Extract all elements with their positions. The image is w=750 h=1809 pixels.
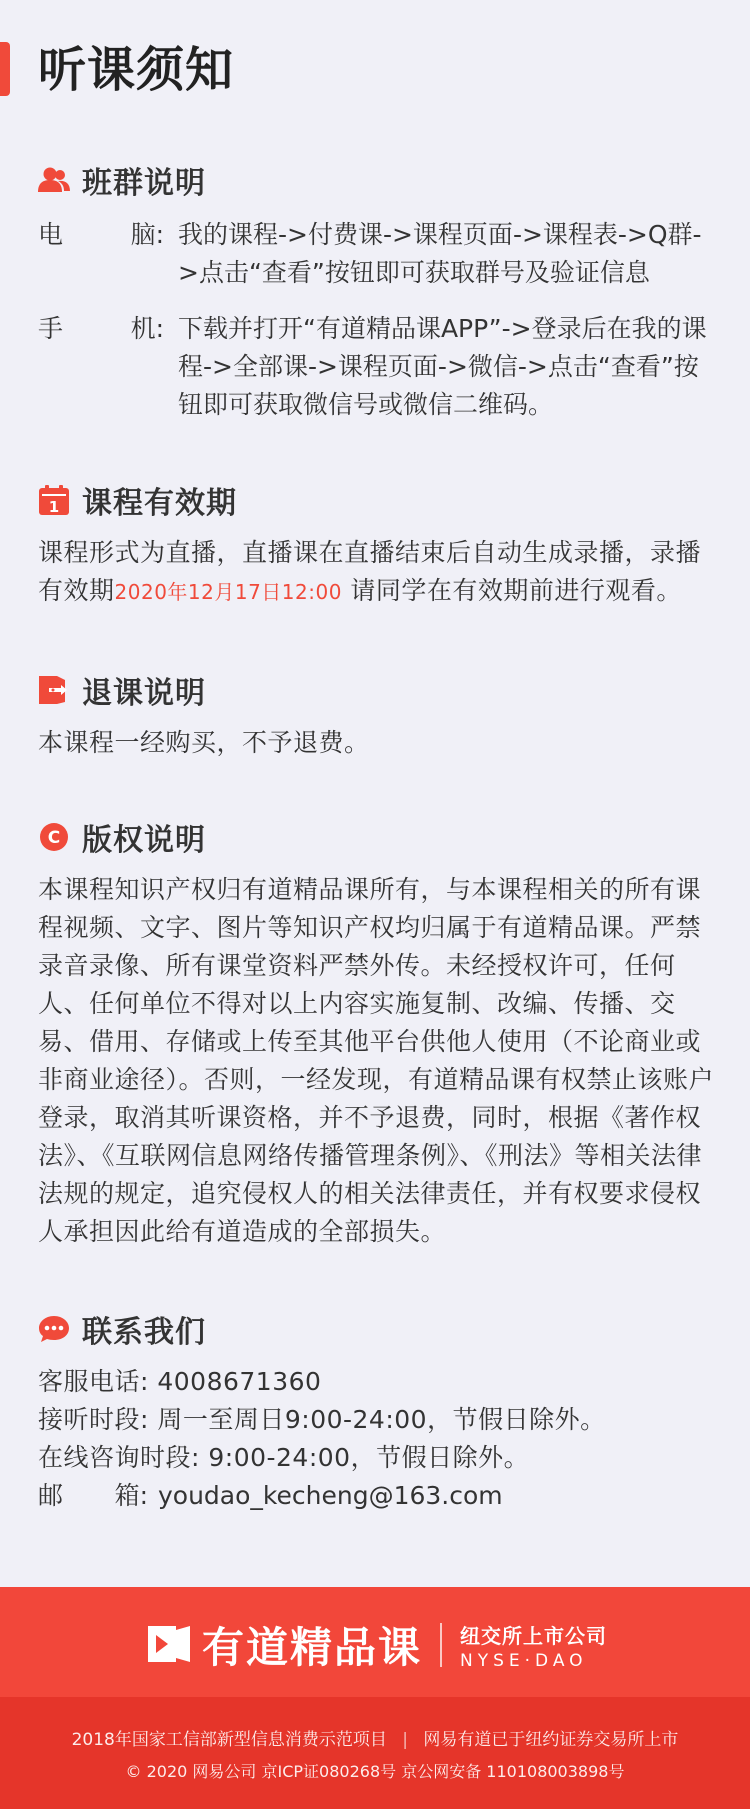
section-refund: [38, 668, 718, 762]
contact-phone: 客服电话: 4008671360: [38, 1367, 322, 1396]
page-title: 听课须知: [38, 42, 235, 98]
svg-text:C: C: [47, 828, 61, 848]
nyse-ticker: NYSE·DAO: [460, 1650, 588, 1671]
section-header: [38, 478, 718, 522]
footer-copyright: © 2020 网易公司 京ICP证080268号 京公网安备 110108003898号: [125, 1762, 625, 1781]
brand-logo: [146, 1615, 607, 1675]
mobile-label: 手 机:: [38, 314, 164, 343]
validity-text: 课程形式为直播，直播课在直播结束后自动生成录播，录播有效期2020年12月17日12:00 请同学在有效期前进行观看。: [38, 538, 702, 605]
footer-brand-banner: [0, 1587, 750, 1697]
section-title: 课程有效期: [82, 486, 237, 521]
section-header: [38, 1307, 718, 1351]
contact-online-hours: 在线咨询时段: 9:00-24:00，节假日除外。: [38, 1443, 530, 1472]
section-header: [38, 668, 718, 712]
brand-name: 有道精品课: [202, 1623, 423, 1672]
footer-project-text: 2018年国家工信部新型信息消费示范项目: [71, 1730, 387, 1750]
contact-email[interactable]: youdao_kecheng@163.com: [158, 1481, 503, 1510]
contact-email-row: [38, 1477, 718, 1515]
section-contact: [38, 1307, 718, 1515]
calendar-icon: [38, 484, 70, 516]
expiry-date: 2020年12月17日12:00: [114, 580, 342, 604]
section-header: [38, 815, 718, 859]
svg-text:1: 1: [48, 498, 60, 515]
section-title: 退课说明: [82, 676, 206, 711]
listing-text: 纽交所上市公司: [460, 1623, 608, 1648]
listing-info: [460, 1620, 607, 1671]
section-header: [38, 158, 718, 202]
contact-hours: 接听时段: 周一至周日9:00-24:00，节假日除外。: [38, 1405, 606, 1434]
footer-line-1: [0, 1725, 750, 1750]
brand-divider: [440, 1623, 442, 1667]
copyright-icon: [38, 821, 70, 853]
section-validity: [38, 478, 718, 611]
copyright-text: 本课程知识产权归有道精品课所有，与本课程相关的所有课程视频、文字、图片等知识产权均归属于有道精品课。严禁录音录像、所有课堂资料严禁外传。未经授权许可，任何人、任何单位不得对以上内容实施复制、改编、传播、交易、借用、存储或上传至其他平台供他人使用（不论商业或非商业途径）。否则，一经发现，有道精品课有权禁止该账户登录，取消其听课资格，并不予退费，同时，根据《著作权法》、《互联网信息网络传播管理条例》、《刑法》等相关法律法规的规定，追究侵权人的相关法律责任，并有权要求侵权人承担因此给有道造成的全部损失。: [38, 875, 715, 1246]
pc-label: 电 脑:: [38, 220, 164, 249]
chat-bubble-icon: [38, 1313, 70, 1345]
pc-instruction: [38, 216, 718, 292]
section-title: 版权说明: [82, 823, 206, 858]
section-title: 班群说明: [82, 166, 206, 201]
refund-text: 本课程一经购买，不予退费。: [38, 728, 370, 757]
pc-text: 我的课程->付费课->课程页面->课程表->Q群->点击“查看”按钮即可获取群号及验证信息: [178, 220, 702, 287]
title-accent-bar: [0, 42, 10, 96]
mobile-text: 下载并打开“有道精品课APP”->登录后在我的课程->全部课->课程页面->微信->点击“查看”按钮即可获取微信号或微信二维码。: [178, 314, 707, 419]
exit-door-icon: [38, 674, 70, 706]
mobile-instruction: [38, 310, 718, 424]
footer-info: [0, 1697, 750, 1809]
footer-listing-text: 网易有道已于纽约证券交易所上市: [423, 1730, 679, 1750]
footer-divider: |: [402, 1730, 408, 1750]
email-label: 邮 箱:: [38, 1481, 148, 1510]
page-header: [0, 38, 750, 102]
users-icon: [38, 164, 70, 196]
section-title: 联系我们: [82, 1315, 206, 1350]
youdao-play-logo-icon: [146, 1620, 192, 1670]
section-copyright: [38, 815, 718, 1251]
section-class-group: [38, 158, 718, 424]
